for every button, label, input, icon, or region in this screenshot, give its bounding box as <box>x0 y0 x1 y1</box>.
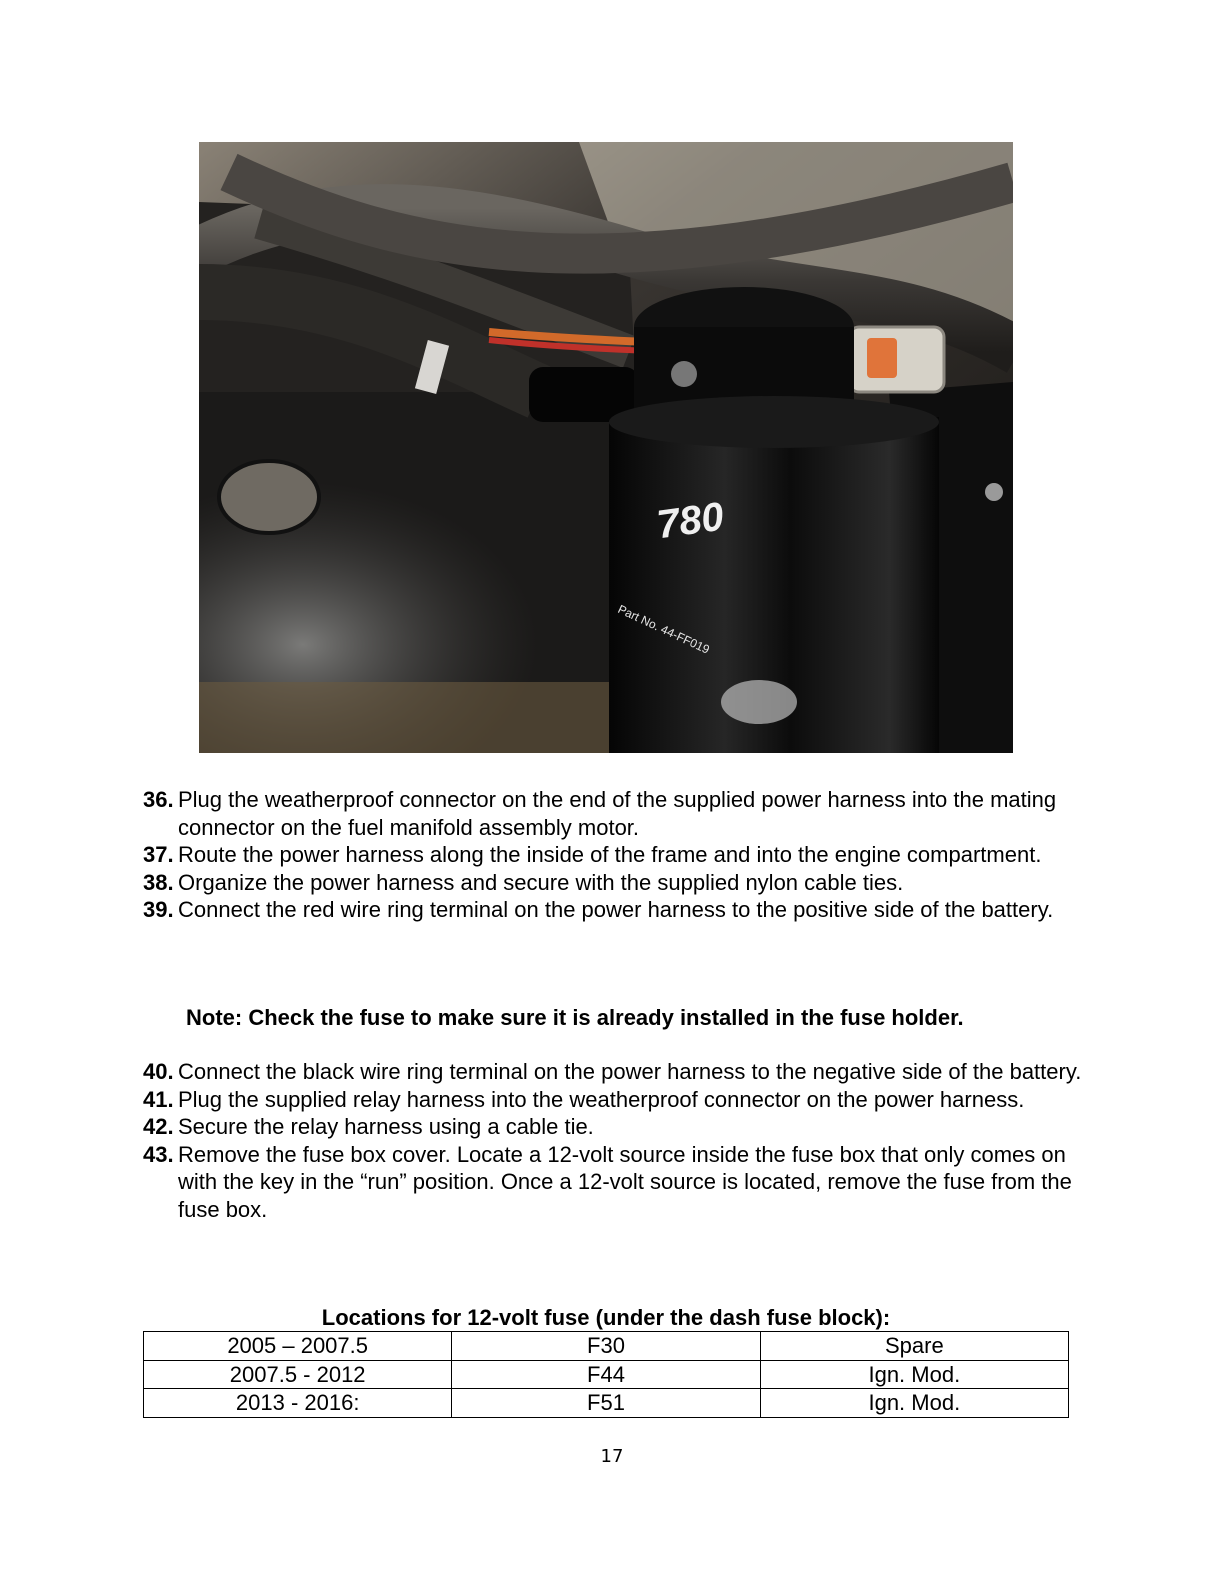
fuel-filter-photo <box>199 142 1013 753</box>
photo-illustration <box>199 142 1013 753</box>
list-item <box>143 869 1083 897</box>
fuse-note: Note: Check the fuse to make sure it is already installed in the fuse holder. <box>186 1005 964 1030</box>
list-item <box>143 1086 1083 1114</box>
fuse-location-table <box>143 1331 1069 1418</box>
step-number: 38. <box>143 869 174 895</box>
table-cell-fuse: F30 <box>452 1332 760 1361</box>
step-text: Remove the fuse box cover. Locate a 12-volt source inside the fuse box that only comes on with the key in the “run” position. Once a 12-volt source is located, remove the fuse from the fuse box. <box>178 1141 1072 1222</box>
list-item <box>143 1113 1083 1141</box>
table-row <box>144 1332 1069 1361</box>
list-item <box>143 841 1083 869</box>
list-item <box>143 1141 1083 1224</box>
filter-part-number: Part No. 44-FF019 <box>615 602 712 657</box>
table-caption: Locations for 12-volt fuse (under the dash fuse block): <box>321 1305 891 1330</box>
step-text: Plug the weatherproof connector on the end of the supplied power harness into the mating connector on the fuel manifold assembly motor. <box>178 787 1057 840</box>
table-cell-year: 2005 – 2007.5 <box>144 1332 452 1361</box>
step-text: Connect the red wire ring terminal on the power harness to the positive side of the battery. <box>178 897 1054 922</box>
step-text: Plug the supplied relay harness into the weatherproof connector on the power harness. <box>178 1086 1025 1112</box>
table-cell-fuse: F51 <box>452 1389 760 1418</box>
table-row <box>144 1389 1069 1418</box>
table-cell-description: Ign. Mod. <box>760 1360 1068 1389</box>
filter-model-label: 780 <box>654 494 727 548</box>
list-item <box>143 896 1083 924</box>
table-cell-description: Ign. Mod. <box>760 1389 1068 1418</box>
step-text: Organize the power harness and secure with the supplied nylon cable ties. <box>178 869 904 895</box>
table-cell-year: 2007.5 - 2012 <box>144 1360 452 1389</box>
table-cell-year: 2013 - 2016: <box>144 1389 452 1418</box>
step-text: Route the power harness along the inside of the frame and into the engine compartment. <box>178 842 1042 867</box>
list-item <box>143 786 1083 841</box>
table-row <box>144 1360 1069 1389</box>
step-text: Connect the black wire ring terminal on the power harness to the negative side of the battery. <box>178 1059 1082 1084</box>
table-cell-description: Spare <box>760 1332 1068 1361</box>
step-number: 42. <box>143 1114 174 1139</box>
step-number: 41. <box>143 1086 174 1112</box>
step-number: 37. <box>143 842 174 867</box>
table-cell-fuse: F44 <box>452 1360 760 1389</box>
step-number: 40. <box>143 1059 174 1084</box>
page-number: 17 <box>600 1446 624 1467</box>
step-text: Secure the relay harness using a cable tie. <box>178 1114 594 1139</box>
step-number: 36. <box>143 787 174 812</box>
instruction-list-top <box>143 786 1083 924</box>
step-number: 39. <box>143 897 174 922</box>
instruction-list-bottom <box>143 1058 1083 1223</box>
list-item <box>143 1058 1083 1086</box>
step-number: 43. <box>143 1141 174 1167</box>
